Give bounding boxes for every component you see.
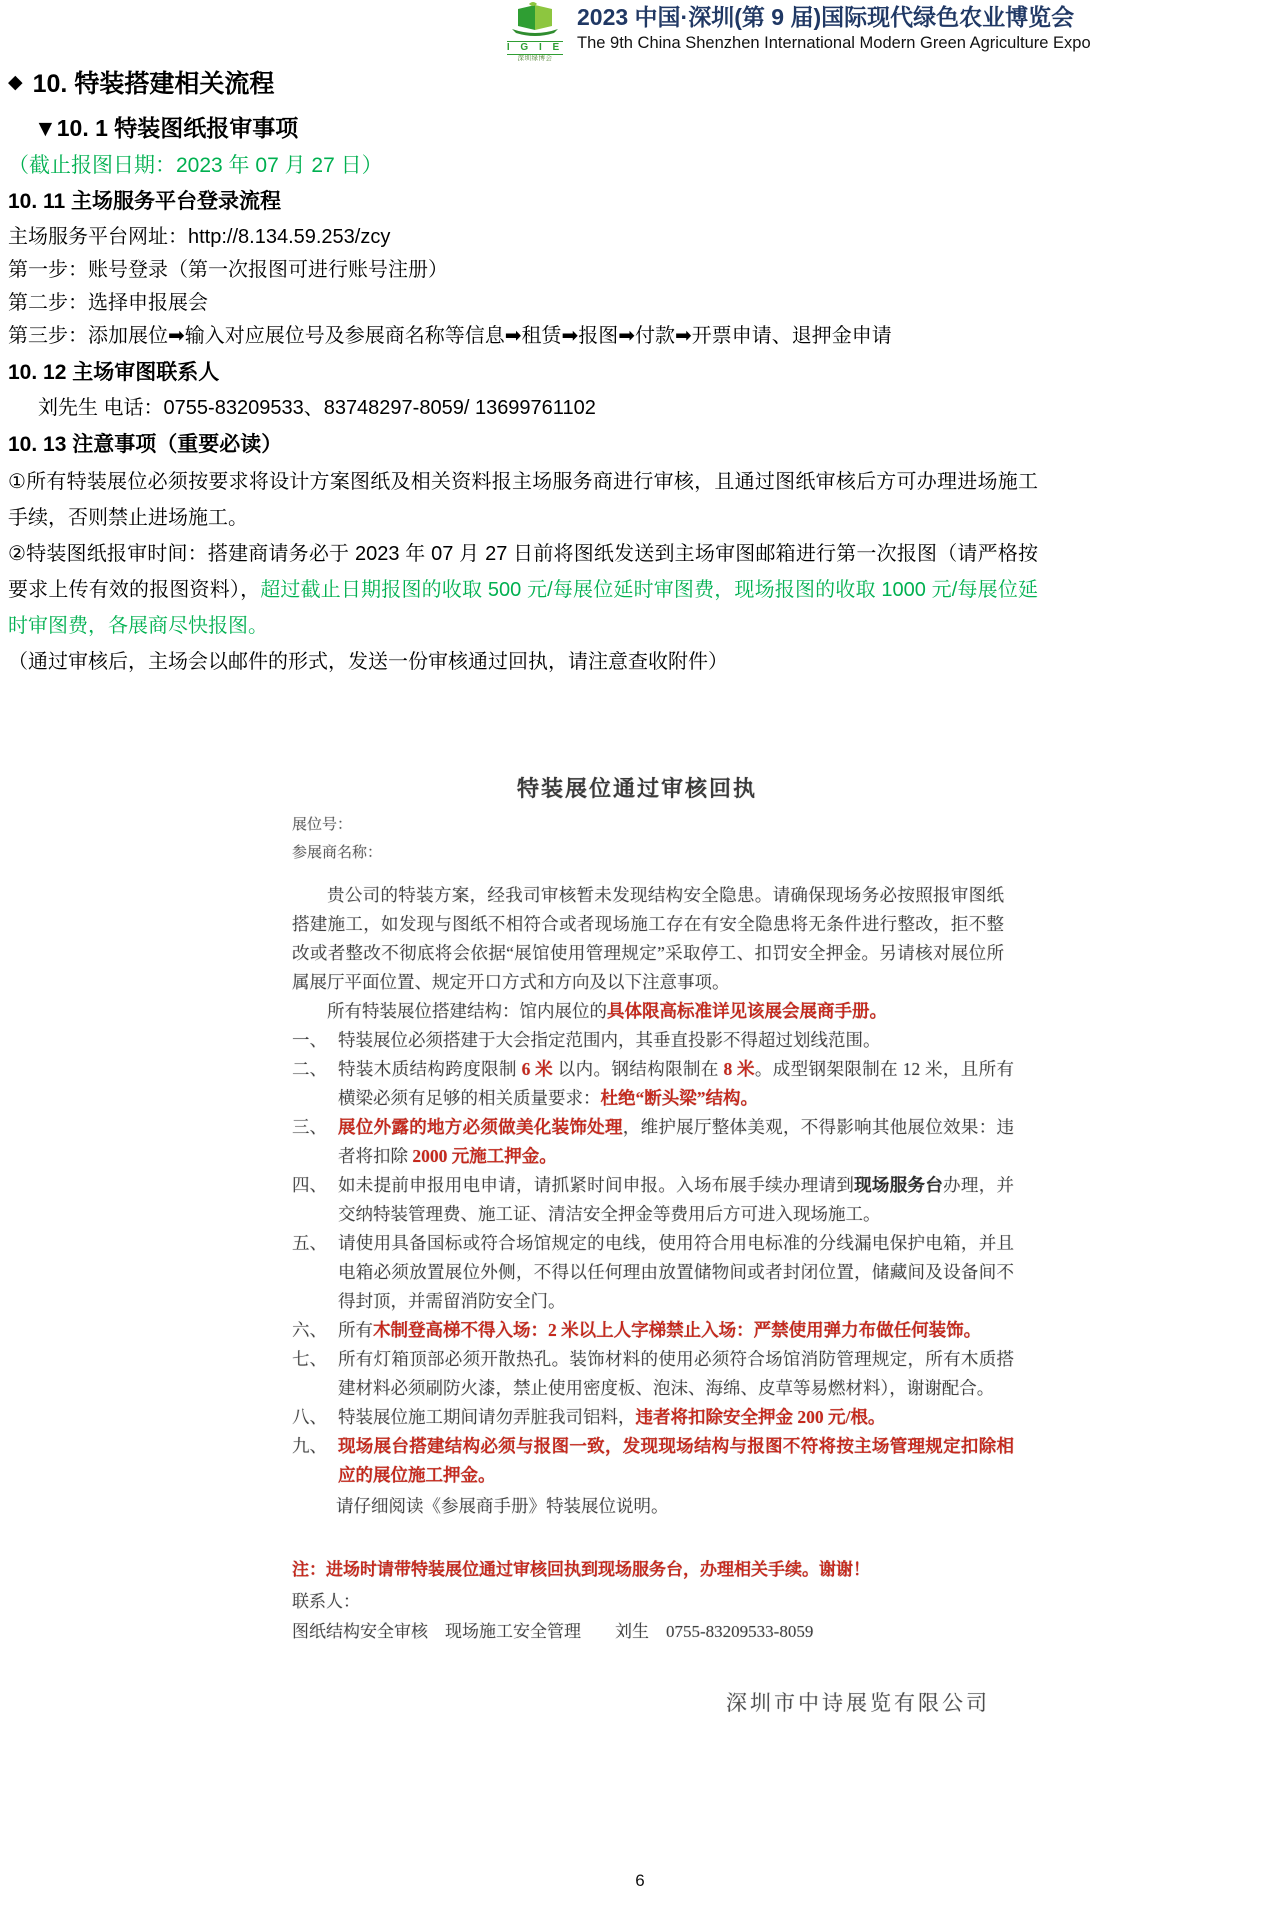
- list-item-number: 六、: [292, 1320, 327, 1340]
- list-item: [292, 1403, 1014, 1432]
- text-segment: 2000 元施工押金。: [412, 1146, 557, 1166]
- page-header: [503, 2, 1091, 63]
- page-number: 6: [635, 1871, 645, 1890]
- text-segment: 6 米: [521, 1059, 554, 1079]
- note-2-green-text: 超过截止日期报图的收取 500 元/每展位延时审图费，现场报图的收取 1000 元/每展位延时审图费，各展商尽快报图。: [8, 579, 1039, 637]
- list-item: [292, 1026, 1014, 1055]
- text-segment: 特装展位必须搭建于大会指定范围内，其垂直投影不得超过划线范围。: [338, 1030, 881, 1050]
- expo-title-chinese: 2023 中国·深圳(第 9 届)国际现代绿色农业博览会: [577, 4, 1075, 30]
- note-3: （通过审核后，主场会以邮件的形式，发送一份审核通过回执，请注意查收附件）: [8, 651, 728, 673]
- expo-logo-acronym: I G I E: [506, 42, 564, 53]
- list-item: [292, 1316, 1014, 1345]
- text-segment: 展位外露的地方必须做美化装饰处理: [338, 1117, 623, 1137]
- list-item: [292, 1229, 1014, 1316]
- platform-url-line: 主场服务平台网址：http://8.134.59.253/zcy: [8, 226, 391, 248]
- structures-black-text: 所有特装展位搭建结构：馆内展位的: [327, 1001, 607, 1021]
- expo-logo-caption: 深圳绿博会: [517, 55, 553, 62]
- list-item-text: [338, 1171, 1014, 1229]
- read-manual-line: 请仔细阅读《参展商手册》特装展位说明。: [336, 1496, 669, 1516]
- text-segment: 杜绝“断头梁”结构。: [600, 1088, 758, 1108]
- section-heading-text: 10. 特装搭建相关流程: [32, 70, 275, 98]
- text-segment: 违者将扣除安全押金 200 元/根。: [635, 1407, 886, 1427]
- receipt-structures-line: [292, 997, 1004, 1026]
- list-item-text: [338, 1316, 1014, 1345]
- list-item-text: [338, 1345, 1014, 1403]
- text-segment: 以内。钢结构限制在: [553, 1059, 724, 1079]
- text-segment: 。成型钢架限制在 12 米，且所有横梁必须有足够的相关质量要求：: [338, 1059, 1015, 1108]
- receipt-rules-list: [292, 1026, 1014, 1490]
- list-item: [292, 1113, 1014, 1171]
- contact-heading: 10. 12 主场审图联系人: [8, 361, 220, 384]
- receipt-title: 特装展位通过审核回执: [516, 776, 757, 801]
- list-item-number: 二、: [292, 1059, 327, 1079]
- list-item: [292, 1171, 1014, 1229]
- receipt-contact-row: 图纸结构安全审核 现场施工安全管理 刘生 0755-83209533-8059: [292, 1622, 814, 1641]
- text-segment: 现场服务台: [854, 1175, 944, 1195]
- list-item-text: [338, 1026, 1014, 1055]
- list-item-text: [338, 1403, 1014, 1432]
- text-segment: 如未提前申报用电申请，请抓紧时间申报。入场布展手续办理请到: [338, 1175, 855, 1195]
- exhibitor-name-label: 参展商名称：: [292, 845, 383, 861]
- expo-logo-icon: [507, 2, 563, 40]
- diamond-bullet-icon: ◆: [8, 71, 23, 93]
- note-1: ①所有特装展位必须按要求将设计方案图纸及相关资料报主场服务商进行审核，且通过图纸审核后方可办理进场施工手续，否则禁止进场施工。: [8, 471, 1038, 529]
- list-item-number: 八、: [292, 1407, 327, 1427]
- note-2: [8, 536, 1038, 644]
- list-item-text: [338, 1432, 1014, 1490]
- note-2-black-text: ②特装图纸报审时间：搭建商请务必于 2023 年 07 月 27 日前将图纸发送到主场审图邮箱进行第一次报图（请严格按要求上传有效的报图资料），: [8, 543, 1038, 601]
- step-3-line: 第三步：添加展位➡输入对应展位号及参展商名称等信息➡租赁➡报图➡付款➡开票申请、退押金申请: [8, 325, 892, 347]
- receipt-contact-label: 联系人：: [292, 1592, 360, 1611]
- list-item-number: 九、: [292, 1436, 327, 1456]
- step-2-line: 第二步：选择申报展会: [8, 292, 208, 314]
- contact-line: 刘先生 电话：0755-83209533、83748297-8059/ 13699761102: [38, 397, 596, 419]
- notes-heading: 10. 13 注意事项（重要必读）: [8, 433, 283, 456]
- list-item-number: 三、: [292, 1117, 327, 1137]
- login-flow-heading: 10. 11 主场服务平台登录流程: [8, 190, 282, 213]
- text-segment: 现场展台搭建结构必须与报图一致，发现现场结构与报图不符将按主场管理规定扣除相应的展位施工押金。: [338, 1436, 1014, 1485]
- list-item-number: 七、: [292, 1349, 327, 1369]
- expo-logo: [503, 2, 567, 63]
- list-item: [292, 1055, 1014, 1113]
- step-1-line: 第一步：账号登录（第一次报图可进行账号注册）: [8, 259, 448, 281]
- list-item-text: [338, 1055, 1014, 1113]
- text-segment: 8 米: [723, 1059, 755, 1079]
- text-segment: 木制登高梯不得入场：2 米以上人字梯禁止入场：严禁使用弹力布做任何装饰。: [373, 1320, 982, 1340]
- list-item-number: 五、: [292, 1233, 327, 1253]
- text-segment: 所有: [338, 1320, 373, 1340]
- text-segment: 特装展位施工期间请勿弄脏我司铝料，: [338, 1407, 636, 1427]
- structures-red-text: 具体限高标准详见该展会展商手册。: [607, 1001, 887, 1021]
- text-segment: ，维护展厅整体美观，不得影响其他展位效果：违者将扣除: [338, 1117, 1015, 1166]
- header-titles: [577, 2, 1091, 54]
- list-item-number: 一、: [292, 1030, 327, 1050]
- expo-title-english: The 9th China Shenzhen International Modern Green Agriculture Expo: [577, 34, 1091, 52]
- text-segment: 办理，并交纳特装管理费、施工证、清洁安全押金等费用后方可进入现场施工。: [338, 1175, 1015, 1224]
- document-body: [8, 55, 1039, 1717]
- section-heading: [8, 64, 1038, 100]
- list-item-number: 四、: [292, 1175, 327, 1195]
- deadline-note: （截止报图日期：2023 年 07 月 27 日）: [8, 154, 383, 177]
- receipt-red-note: 注：进场时请带特装展位通过审核回执到现场服务台，办理相关手续。谢谢！: [292, 1560, 870, 1579]
- list-item: [292, 1432, 1014, 1490]
- list-item: [292, 1345, 1014, 1403]
- company-name: 深圳市中诗展览有限公司: [726, 1691, 990, 1715]
- list-item-text: [338, 1113, 1014, 1171]
- approval-receipt-scan: [248, 772, 1026, 1717]
- text-segment: 请使用具备国标或符合场馆规定的电线，使用符合用电标准的分线漏电保护电箱，并且电箱必须放置展位外侧，不得以任何理由放置储物间或者封闭位置，储藏间及设备间不得封顶，并需留消防安全门。: [338, 1233, 1014, 1311]
- list-item-text: [338, 1229, 1014, 1316]
- subsection-heading: ▼10. 1 特装图纸报审事项: [34, 115, 299, 141]
- text-segment: 特装木质结构跨度限制: [338, 1059, 522, 1079]
- receipt-intro-paragraph: 贵公司的特装方案，经我司审核暂未发现结构安全隐患。请确保现场务必按照报审图纸搭建施工，如发现与图纸不相符合或者现场施工存在有安全隐患将无条件进行整改，拒不整改或者整改不彻底将会依据“展馆使用管理规定”采取停工、扣罚安全押金。另请核对展位所属展厅平面位置、规定开口方式和方向及以下注意事项。: [292, 885, 1004, 992]
- text-segment: 所有灯箱顶部必须开散热孔。装饰材料的使用必须符合场馆消防管理规定，所有木质搭建材料必须刷防火漆，禁止使用密度板、泡沫、海绵、皮草等易燃材料），谢谢配合。: [338, 1349, 1014, 1398]
- booth-number-label: 展位号：: [292, 817, 353, 833]
